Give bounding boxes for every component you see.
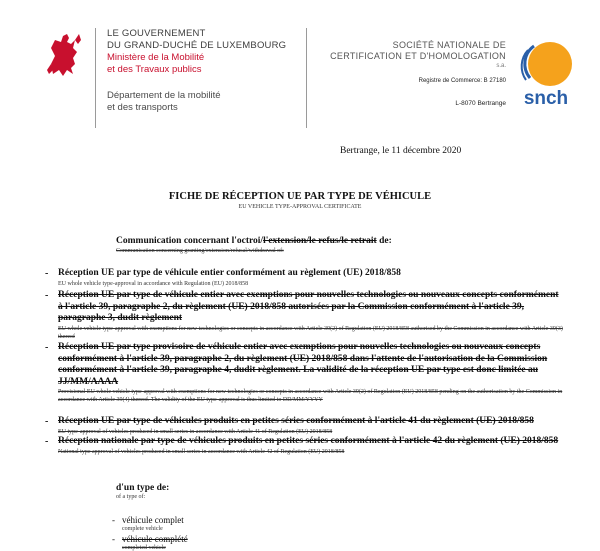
snch-registre: Registre de Commerce: B 27180 (418, 78, 506, 84)
approval-item-3 (45, 342, 565, 404)
vehicle-type-item (112, 515, 184, 525)
item-main: Réception UE par type de véhicules produits en petites séries conformément à l'article 41 du règlement (UE) 2018/858 (58, 416, 534, 426)
luxembourg-lion-logo (45, 30, 83, 80)
type-of-sub: of a type of: (116, 494, 146, 500)
item-dash: - (45, 436, 49, 447)
communication-sub: Communication concerning granting/extension/refusal/withdrawal of: (116, 248, 284, 254)
snch-legal-form: s.a. (496, 63, 506, 69)
vehicle-type-dash: - (112, 534, 115, 544)
document-date: Bertrange, le 11 décembre 2020 (340, 146, 462, 156)
gov-line-1: LE GOUVERNEMENT (107, 28, 206, 39)
vehicle-type-sub: complete vehicle (122, 526, 163, 532)
communication-prefix: Communication concernant l'octroi/ (116, 236, 264, 246)
communication-struck: l'extension/le refus/le retrait (263, 236, 377, 246)
type-of-label: d'un type de: (116, 483, 170, 493)
approval-item-2 (45, 290, 565, 341)
vehicle-type-label: véhicule complété (122, 534, 188, 544)
ministry-line-2: et des Travaux publics (107, 64, 202, 75)
header-divider-left (95, 28, 96, 128)
item-main: Réception UE par type de véhicule entier conformément au règlement (UE) 2018/858 (58, 268, 401, 278)
ministry-line-1: Ministère de la Mobilité (107, 52, 205, 63)
gov-line-2: DU GRAND-DUCHÉ DE LUXEMBOURG (107, 40, 287, 51)
item-sub: National type approval of vehicles produced in small series in accordance with Article 42 of Regulation (EU) 2018/858 (58, 448, 345, 455)
snch-address: L-8070 Bertrange (455, 100, 506, 107)
item-main: Réception UE par type de véhicule entier avec exemptions pour nouvelles technologies ou nouveaux concepts conformément à l'article 39, paragraphe 2, du règlement (UE) 2018/858 autorisées par la Commission conformément à l'article 39, paragraphe 3, dudit règlement (58, 290, 559, 323)
item-sub: EU whole vehicle type-approval with exemptions for new technologies or concepts in accordance with Article 39(2) of Regulation (EU) 2018/858 authorised by the Commission in accordance with Article 39(3) thereof (58, 325, 563, 340)
snch-name-line-1: SOCIÉTÉ NATIONALE DE (392, 40, 506, 50)
item-sub: EU type-approval of vehicles produced in small series in accordance with Article 41 of Regulation (EU) 2018/858 (58, 428, 333, 435)
item-dash: - (45, 268, 49, 279)
vehicle-type-sub: completed vehicle (122, 545, 166, 551)
communication-line (116, 236, 392, 246)
department-line-1: Département de la mobilité (107, 90, 221, 101)
approval-item-1 (45, 268, 565, 288)
item-main: Réception nationale par type de véhicules produits en petites séries conformément à l'article 42 du règlement (UE) 2018/858 (58, 436, 559, 446)
vehicle-type-label: véhicule complet (122, 515, 184, 525)
item-sub: EU whole vehicle type-approval in accordance with Regulation (EU) 2018/858 (58, 280, 249, 287)
government-block (107, 28, 286, 114)
snch-block (318, 40, 506, 107)
vehicle-type-dash: - (112, 515, 115, 525)
document-subtitle: EU VEHICLE TYPE-APPROVAL CERTIFICATE (238, 204, 362, 210)
communication-suffix: de: (376, 236, 392, 246)
header-divider-right (306, 28, 307, 128)
document-title: FICHE DE RÉCEPTION UE PAR TYPE DE VÉHICULE (168, 191, 432, 202)
item-dash: - (45, 290, 49, 301)
snch-name-line-2: CERTIFICATION ET D'HOMOLOGATION (330, 51, 506, 61)
item-dash: - (45, 342, 49, 353)
item-main: Réception UE par type provisoire de véhicule entier avec exemptions pour nouvelles technologies ou nouveaux concepts conformément à l'article 39, paragraphe 2, du règlement (UE) 2018/858 dans l'attente de l'autorisation de la Commission conformément à l'article 39, paragraphe 4, dudit règlement. La validité de la réception UE par type est donc limitée au JJ/MM/AAAA (58, 342, 548, 387)
approval-item-4 (45, 416, 565, 436)
snch-logo-text: snch (523, 88, 569, 109)
approval-item-5 (45, 436, 565, 456)
vehicle-type-item (112, 534, 188, 544)
item-dash: - (45, 416, 49, 427)
item-sub: Provisional EU whole vehicle type-approval with exemptions for new technologies or concepts in accordance with Article 39(2) of Regulation (EU) 2018/858 pending on the authorisation by the Commission in accordance with Article 39(4) thereof. The validity of the EU type-approval is thus limited to DD/MM/YYYY (58, 389, 563, 403)
snch-logo (514, 38, 578, 114)
department-line-2: et des transports (107, 102, 178, 113)
